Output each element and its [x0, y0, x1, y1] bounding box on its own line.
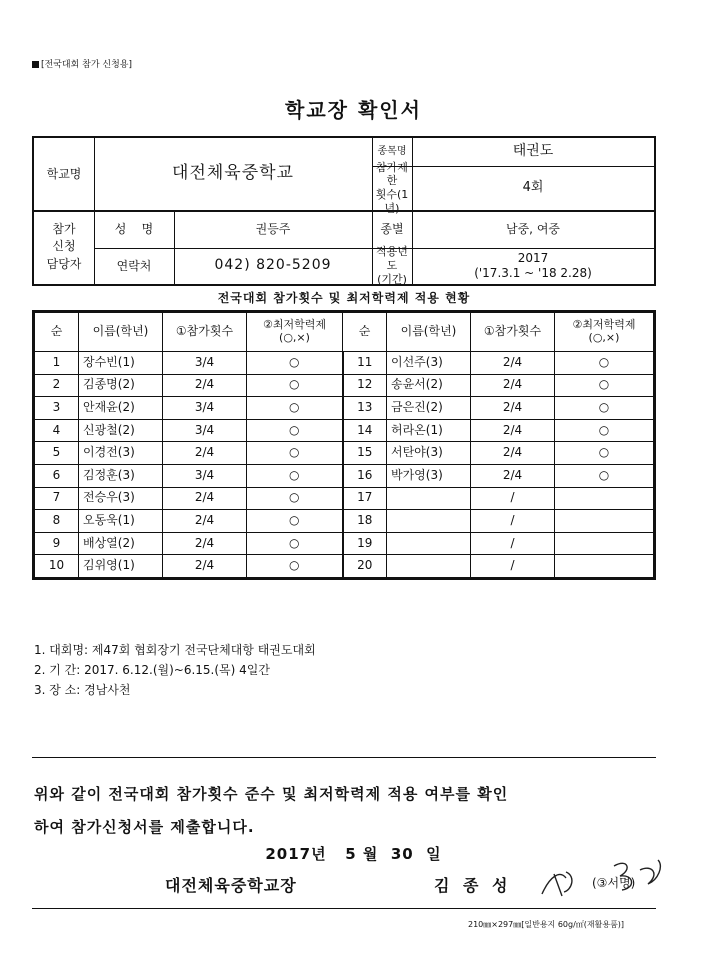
- row-number: 18: [343, 510, 387, 533]
- min-grade-mark: ○: [247, 510, 343, 533]
- participation-count: /: [471, 555, 555, 578]
- col-header: 이름(학년): [387, 313, 471, 352]
- student-name: 김위영(1): [79, 555, 163, 578]
- participation-count: /: [471, 487, 555, 510]
- school-label: 학교명: [46, 166, 82, 181]
- student-name: [387, 555, 471, 578]
- participation-count: 2/4: [471, 464, 555, 487]
- name-value: 권등주: [255, 221, 291, 236]
- name-label: 성 명: [114, 221, 154, 236]
- col-header: ②최저학력제 (○,×): [555, 313, 654, 352]
- participation-count: 2/4: [471, 374, 555, 397]
- min-grade-mark: ○: [555, 352, 654, 375]
- row-number: 13: [343, 397, 387, 420]
- min-grade-mark: ○: [247, 555, 343, 578]
- school-info-table: [32, 136, 656, 286]
- row-number: 2: [35, 374, 79, 397]
- min-grade-mark: ○: [555, 397, 654, 420]
- row-number: 14: [343, 419, 387, 442]
- col-header: 이름(학년): [79, 313, 163, 352]
- participation-count: 2/4: [471, 397, 555, 420]
- confirmation-line-1: 위와 같이 전국대회 참가횟수 준수 및 최저학력제 적용 여부를 확인: [34, 785, 509, 803]
- limit-label: 참가제한 횟수(1년): [375, 160, 409, 215]
- student-name: [387, 510, 471, 533]
- row-number: 8: [35, 510, 79, 533]
- participation-count: 2/4: [471, 419, 555, 442]
- participation-count: 3/4: [163, 352, 247, 375]
- contact-label: 연락처: [116, 258, 152, 273]
- row-number: 11: [343, 352, 387, 375]
- participation-count: 3/4: [163, 419, 247, 442]
- student-name: 신광철(2): [79, 419, 163, 442]
- min-grade-mark: [555, 555, 654, 578]
- student-name: 오동욱(1): [79, 510, 163, 533]
- note-location: 3. 장 소: 경남사천: [34, 683, 131, 697]
- student-name: 전승우(3): [79, 487, 163, 510]
- min-grade-mark: ○: [247, 464, 343, 487]
- student-name: 송윤서(2): [387, 374, 471, 397]
- note-period: 2. 기 간: 2017. 6.12.(월)~6.15.(목) 4일간: [34, 663, 270, 677]
- row-number: 5: [35, 442, 79, 465]
- document-title: 학교장 확인서: [285, 98, 422, 122]
- col-header: ①참가횟수: [471, 313, 555, 352]
- row-number: 16: [343, 464, 387, 487]
- student-name: 안재윤(2): [79, 397, 163, 420]
- row-number: 20: [343, 555, 387, 578]
- participation-count: /: [471, 510, 555, 533]
- paper-spec-footer: 210㎜×297㎜[일반용지 60g/㎡(재활용품)]: [468, 920, 625, 929]
- participation-count: 3/4: [163, 464, 247, 487]
- date: 2017년 5 월 30 일: [265, 845, 442, 863]
- row-number: 9: [35, 532, 79, 555]
- min-grade-mark: ○: [247, 397, 343, 420]
- student-name: 김정훈(3): [79, 464, 163, 487]
- participation-count: 2/4: [163, 374, 247, 397]
- status-row: [35, 555, 654, 578]
- row-number: 3: [35, 397, 79, 420]
- participation-count: 2/4: [163, 555, 247, 578]
- min-grade-mark: ○: [247, 487, 343, 510]
- year-value: 2017: [517, 251, 549, 265]
- row-number: 12: [343, 374, 387, 397]
- divider-bottom: [32, 908, 656, 909]
- square-bullet-icon: [32, 61, 39, 68]
- row-number: 7: [35, 487, 79, 510]
- form-type-text: [전국대회 참가 신청용]: [41, 60, 132, 70]
- min-grade-mark: ○: [247, 374, 343, 397]
- status-row: [35, 442, 654, 465]
- signature-label: (③서명): [592, 876, 636, 890]
- principal-title: 대전체육중학교장: [165, 876, 297, 895]
- status-row: [35, 464, 654, 487]
- form-type-tag: [32, 57, 132, 70]
- year-label: 적용년도 (기간): [376, 245, 408, 286]
- participation-count: 2/4: [471, 442, 555, 465]
- row-number: 4: [35, 419, 79, 442]
- student-name: 박가영(3): [387, 464, 471, 487]
- min-grade-mark: ○: [555, 464, 654, 487]
- participation-count: 2/4: [163, 487, 247, 510]
- manager-label: 참가 신청 담당자: [46, 221, 82, 271]
- student-name: 김종명(2): [79, 374, 163, 397]
- min-grade-mark: ○: [247, 532, 343, 555]
- sport-value: 태권도: [512, 143, 554, 160]
- min-grade-mark: ○: [247, 419, 343, 442]
- participation-count: 2/4: [163, 532, 247, 555]
- student-name: 금은진(2): [387, 397, 471, 420]
- row-number: 15: [343, 442, 387, 465]
- row-number: 10: [35, 555, 79, 578]
- sport-label: 종목명: [377, 145, 407, 157]
- year-cell: [412, 248, 654, 284]
- note-event-name: 1. 대회명: 제47회 협회장기 전국단체대항 태권도대회: [34, 643, 316, 657]
- participation-count: 2/4: [471, 352, 555, 375]
- col-header: 순: [35, 313, 79, 352]
- min-grade-mark: ○: [555, 442, 654, 465]
- status-table: [32, 310, 656, 580]
- student-name: [387, 487, 471, 510]
- status-header-row: [35, 313, 654, 352]
- row-number: 6: [35, 464, 79, 487]
- status-row: [35, 487, 654, 510]
- student-name: 장수빈(1): [79, 352, 163, 375]
- student-name: 서탄야(3): [387, 442, 471, 465]
- col-header: ①참가횟수: [163, 313, 247, 352]
- participation-count: /: [471, 532, 555, 555]
- confirmation-text: [34, 778, 664, 844]
- school-name: 대전체육중학교: [172, 163, 294, 184]
- min-grade-mark: [555, 487, 654, 510]
- row-number: 17: [343, 487, 387, 510]
- status-row: [35, 419, 654, 442]
- min-grade-mark: ○: [555, 374, 654, 397]
- limit-value: 4회: [522, 179, 544, 195]
- confirmation-line-2: 하여 참가신청서를 제출합니다.: [34, 818, 255, 836]
- status-row: [35, 532, 654, 555]
- status-row: [35, 352, 654, 375]
- divider-top: [32, 757, 656, 758]
- min-grade-mark: ○: [247, 352, 343, 375]
- student-name: [387, 532, 471, 555]
- participation-count: 2/4: [163, 510, 247, 533]
- principal-name: 김 종 성: [434, 876, 512, 895]
- col-header: 순: [343, 313, 387, 352]
- status-row: [35, 397, 654, 420]
- year-period: ('17.3.1 ~ '18 2.28): [474, 266, 592, 280]
- participation-count: 2/4: [163, 442, 247, 465]
- min-grade-mark: [555, 510, 654, 533]
- student-name: 허라온(1): [387, 419, 471, 442]
- student-name: 배상열(2): [79, 532, 163, 555]
- status-title: 전국대회 참가횟수 및 최저학력제 적용 현황: [217, 291, 471, 305]
- col-header: ②최저학력제 (○,×): [247, 313, 343, 352]
- min-grade-mark: ○: [555, 419, 654, 442]
- student-name: 이경전(3): [79, 442, 163, 465]
- min-grade-mark: [555, 532, 654, 555]
- event-notes: [34, 640, 316, 700]
- student-name: 이선주(3): [387, 352, 471, 375]
- row-number: 1: [35, 352, 79, 375]
- contact-value: 042) 820-5209: [214, 257, 332, 274]
- participation-count: 3/4: [163, 397, 247, 420]
- min-grade-mark: ○: [247, 442, 343, 465]
- gender-value: 남중, 여중: [506, 221, 560, 236]
- row-number: 19: [343, 532, 387, 555]
- status-row: [35, 510, 654, 533]
- gender-label: 종별: [380, 221, 404, 236]
- status-row: [35, 374, 654, 397]
